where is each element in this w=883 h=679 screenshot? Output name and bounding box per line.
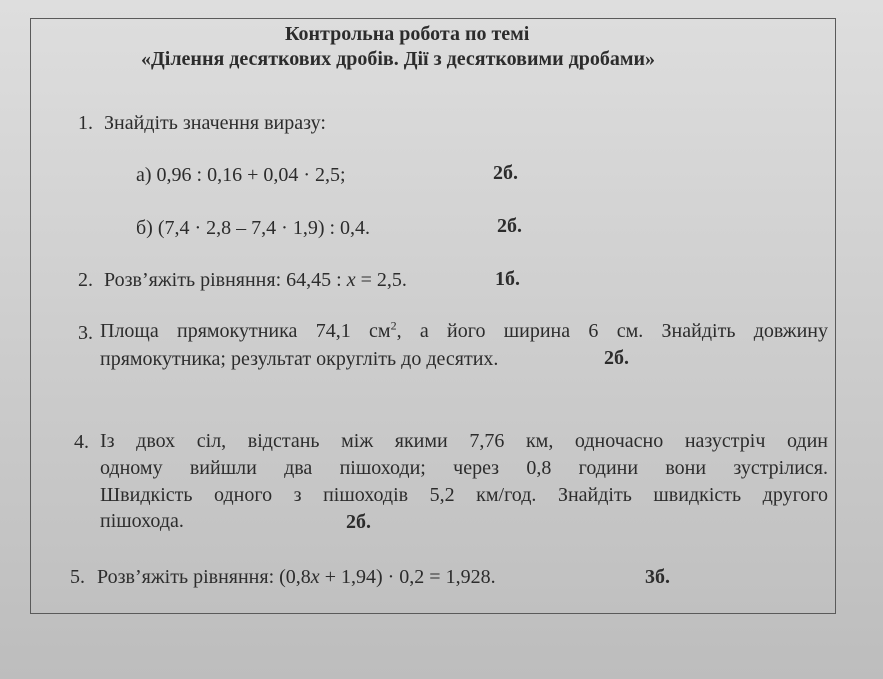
task-5-number: 5. (70, 566, 85, 588)
task-5-equation (97, 566, 496, 589)
task-3-number: 3. (78, 322, 93, 344)
task-2-equation (104, 269, 407, 292)
title-line-2: «Ділення десяткових дробів. Дії з десятковими дробами» (141, 48, 656, 70)
task-4-number: 4. (74, 431, 89, 453)
task-4-line-2: одному вийшли два пішоходи; через 0,8 години вони зустрілися. (100, 457, 828, 479)
task-3-line-1-before: Площа прямокутника 74,1 см (100, 320, 391, 342)
task-2-text-after: = 2,5. (355, 269, 407, 291)
task-1a-expression: а) 0,96 : 0,16 + 0,04 · 2,5; (136, 164, 346, 186)
task-3-points: 2б. (604, 347, 629, 369)
task-1b-points: 2б. (497, 215, 522, 237)
task-5-text-before: Розв’яжіть рівняння: (0,8 (97, 566, 311, 588)
title-line-1: Контрольна робота по темі (285, 23, 530, 45)
task-3-line-1-after: , а його ширина 6 см. Знайдіть довжину (396, 320, 828, 342)
task-3-line-1 (100, 318, 828, 345)
task-2-variable: x (346, 269, 356, 291)
task-3-line-2: прямокутника; результат округліть до десятих. (100, 348, 499, 370)
task-5-text-after: + 1,94) · 0,2 = 1,928. (319, 566, 496, 588)
task-1b-expression: б) (7,4 · 2,8 – 7,4 · 1,9) : 0,4. (136, 217, 371, 239)
task-1-number: 1. (78, 112, 93, 134)
task-4-line-1: Із двох сіл, відстань між якими 7,76 км, одночасно назустріч один (100, 430, 828, 452)
task-4-line-4: пішохода. (100, 510, 184, 532)
task-2-points: 1б. (495, 268, 520, 290)
task-4-points: 2б. (346, 511, 371, 533)
task-1-text: Знайдіть значення виразу: (104, 112, 326, 134)
task-3-exponent: 2 (390, 318, 397, 333)
task-1a-points: 2б. (493, 162, 518, 184)
task-5-variable: x (310, 566, 320, 588)
task-2-text-before: Розв’яжіть рівняння: 64,45 : (104, 269, 347, 291)
task-2-number: 2. (78, 269, 93, 291)
task-5-points: 3б. (645, 566, 670, 588)
task-4-line-3: Швидкість одного з пішоходів 5,2 км/год. Знайдіть швидкість другого (100, 484, 828, 506)
